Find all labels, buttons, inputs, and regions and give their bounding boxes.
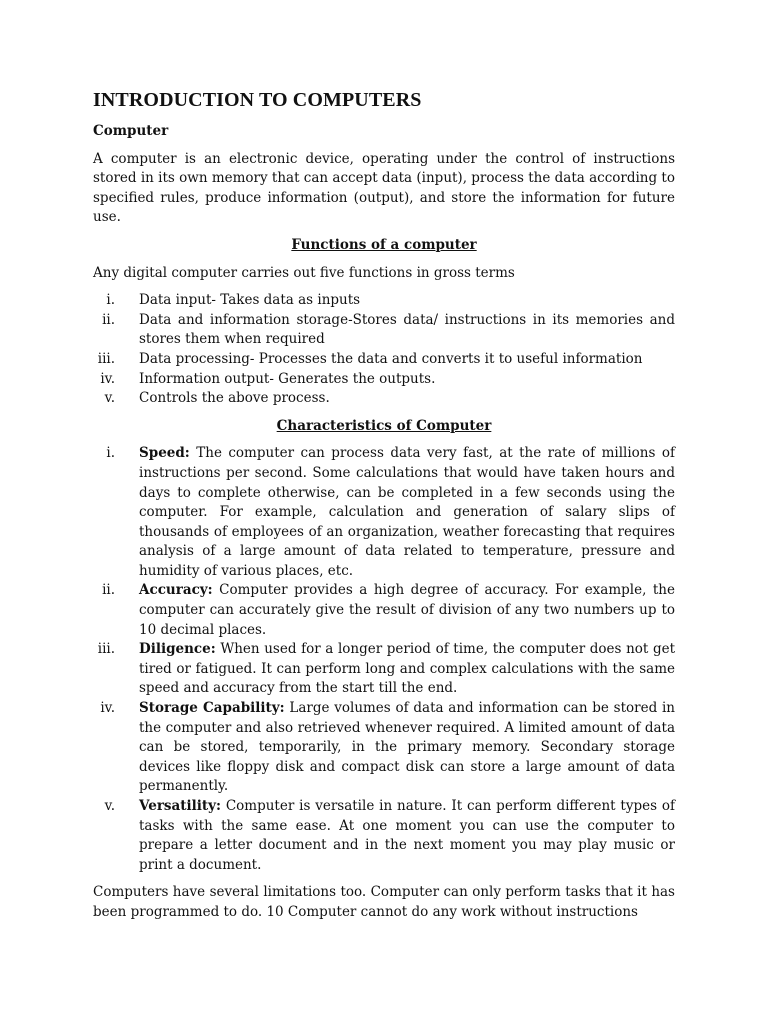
list-item-text: Data processing- Processes the data and converts it to useful information [139, 350, 643, 367]
list-item-text: Data and information storage-Stores data/ instructions in its memories and stores them when required [139, 311, 675, 348]
intro-paragraph: A computer is an electronic device, operating under the control of instructions stored in its own memory that can accept data (input), process the data according to specified rules, produce information (output), and store the information for future use. [93, 150, 675, 226]
document-title: INTRODUCTION TO COMPUTERS [93, 89, 422, 111]
list-numeral: v. [104, 390, 115, 407]
list-numeral: ii. [102, 311, 115, 328]
functions-heading: Functions of a computer [291, 236, 477, 253]
functions-list [93, 291, 675, 409]
closing-paragraph: Computers have several limitations too. Computer can only perform tasks that it has been programmed to do. 10 Computer cannot do any work without instructions [93, 884, 675, 920]
list-item [93, 389, 675, 409]
characteristic-text: The computer can process data very fast, at the rate of millions of instructions per second. Some calculations that would have taken hours and days to complete otherwise, can be completed in a few seconds using the computer. For example, calculation and generation of salary slips of thousands of employees of an organization, weather forecasting that requires analysis of a large amount of data related to temperature, pressure and humidity of various places, etc. [139, 445, 675, 579]
list-item [93, 291, 675, 311]
characteristic-term: Versatility: [139, 798, 221, 814]
list-item-text: Controls the above process. [139, 390, 330, 407]
list-numeral: i. [106, 292, 115, 309]
characteristic-text: Computer is versatile in nature. It can perform different types of tasks with the same ease. At one moment you can use the computer to prepare a letter document and in the next moment you may play music or print a document. [139, 798, 675, 873]
list-item [93, 640, 675, 699]
list-item [93, 370, 675, 390]
characteristic-term: Diligence: [139, 641, 216, 658]
section-heading-computer: Computer [93, 123, 169, 139]
list-item [93, 797, 675, 875]
characteristic-text: When used for a longer period of time, the computer does not get tired or fatigued. It can perform long and complex calculations with the same speed and accuracy from the start till the end. [139, 641, 675, 697]
characteristic-term: Speed: [139, 445, 190, 462]
list-item [93, 699, 675, 797]
list-numeral: v. [104, 798, 115, 814]
characteristic-term: Accuracy: [139, 582, 213, 599]
list-numeral: iv. [100, 700, 115, 717]
list-numeral: iv. [100, 370, 115, 387]
characteristic-text: Computer provides a high degree of accuracy. For example, the computer can accurately give the result of division of any two numbers up to 10 decimal places. [139, 582, 675, 638]
list-numeral: iii. [97, 350, 115, 367]
document-page [93, 88, 675, 923]
list-item [93, 311, 675, 350]
list-item-text: Data input- Takes data as inputs [139, 292, 361, 309]
functions-lead: Any digital computer carries out five functions in gross terms [93, 264, 515, 281]
list-numeral: ii. [102, 582, 115, 599]
characteristics-list [93, 444, 675, 875]
list-item [93, 581, 675, 640]
list-item [93, 444, 675, 581]
characteristics-heading: Characteristics of Computer [276, 417, 492, 434]
list-item-text: Information output- Generates the outputs. [139, 370, 436, 387]
list-numeral: i. [106, 445, 115, 462]
characteristic-term: Storage Capability: [139, 700, 285, 717]
characteristic-text: Large volumes of data and information can be stored in the computer and also retrieved whenever required. A limited amount of data can be stored, temporarily, in the primary memory. Secondary storage devices like floppy disk and compact disk can store a large amount of data permanently. [139, 700, 675, 795]
list-item [93, 350, 675, 370]
list-numeral: iii. [97, 641, 115, 658]
